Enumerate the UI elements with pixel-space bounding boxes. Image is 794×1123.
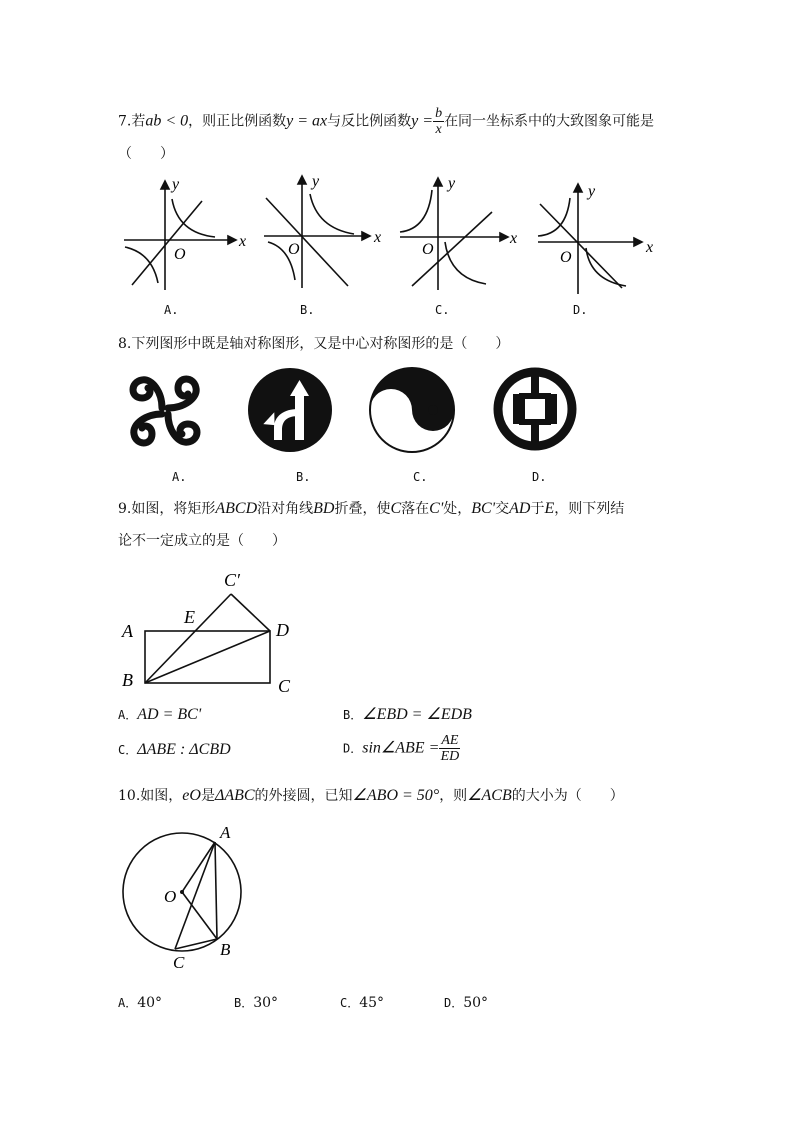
q7-option-a: A.	[164, 303, 179, 317]
q9-option-d: D．sin∠ABE = $\frac{AE}{ED}$	[343, 733, 460, 764]
q7-option-c: C.	[435, 303, 450, 317]
hyperbola-q1	[172, 199, 215, 237]
q10-stem: 10.如图，eO是ΔABC的外接圆，已知∠ABO = 50°，则∠ACB的大小为（ ）	[118, 787, 624, 804]
q9-figure	[118, 568, 308, 694]
svg-text:y: y	[588, 183, 596, 200]
side-ab	[215, 842, 217, 939]
q7-graph-c	[398, 174, 528, 294]
q8-option-d: D.	[532, 470, 547, 484]
hyperbola-q2	[400, 190, 432, 232]
q7-answer-paren: （ ）	[118, 146, 174, 162]
q9-option-c: C．ΔABE : ΔCBD	[118, 741, 231, 758]
hyperbola-q3	[125, 247, 158, 283]
hyperbola-q4	[586, 248, 626, 286]
svg-text:y: y	[312, 173, 320, 190]
q8-option-a: A.	[172, 470, 187, 484]
q8-figure-a-knot-icon	[122, 368, 208, 454]
svg-text:O: O	[288, 241, 300, 258]
q8-figure-c-yin-yang-icon	[368, 366, 456, 454]
svg-text:x: x	[374, 229, 382, 246]
y-arrow	[161, 181, 169, 189]
q7-option-d: D.	[573, 303, 588, 317]
linear-line	[132, 201, 202, 285]
origin-label: O	[174, 246, 186, 263]
q10-option-c: C．45°	[340, 995, 385, 1011]
y-label: y	[172, 176, 180, 193]
diagonal-bd	[145, 631, 270, 683]
svg-text:O: O	[560, 249, 572, 266]
linear-line	[266, 198, 348, 286]
q9-stem-line1: 9.如图，将矩形ABCD沿对角线BD折叠，使C落在C'处，BC'交AD于E，则下列结	[118, 500, 625, 517]
svg-text:y: y	[448, 175, 456, 192]
q8-stem: 8.下列图形中既是轴对称图形，又是中心对称图形的是（ ）	[118, 336, 510, 352]
x-label: x	[239, 233, 247, 250]
q7-graph-d	[536, 180, 666, 300]
q9-fraction: $\frac{AE}{ED}$	[440, 733, 460, 764]
side-ac	[175, 842, 215, 949]
label-d: D	[276, 620, 289, 640]
q10-option-d: D．50°	[444, 995, 489, 1011]
q8-option-c: C.	[413, 470, 428, 484]
label-e: E	[184, 607, 195, 627]
q8-figure-d-coin-icon	[492, 366, 578, 452]
q8-option-b: B.	[296, 470, 311, 484]
label-a: A	[220, 823, 231, 842]
q10-figure	[118, 820, 253, 980]
q7-option-b: B.	[300, 303, 315, 317]
q7-graph-a	[120, 175, 250, 295]
svg-text:x: x	[646, 239, 654, 256]
q9-option-a: A．AD = BC'	[118, 706, 202, 723]
svg-text:O: O	[422, 241, 434, 258]
label-c: C	[278, 676, 291, 694]
center-point	[180, 890, 184, 894]
q7-fraction: $\frac{b}{x}$	[435, 106, 443, 137]
q10-option-a: A．40°	[118, 995, 163, 1011]
q7-stem: 7.若ab < 0，则正比例函数y = ax与反比例函数y = $\frac{b}{x}$ 在同一坐标系中的大致图象可能是	[118, 106, 655, 137]
label-a: A	[122, 621, 133, 641]
label-c: C	[173, 953, 185, 972]
q9-option-b: B．∠EBD = ∠EDB	[343, 706, 472, 723]
hyperbola-q4	[445, 242, 486, 284]
hyperbola-q1	[310, 194, 354, 234]
label-b: B	[220, 940, 231, 959]
q8-figure-b-road-sign-icon	[246, 366, 334, 454]
segment-c-prime-d	[231, 594, 270, 631]
linear-line	[540, 204, 622, 288]
label-b: B	[122, 670, 133, 690]
x-arrow	[228, 236, 236, 244]
q10-option-b: B．30°	[234, 995, 279, 1011]
q7-graph-b	[262, 172, 392, 292]
label-o: O	[164, 887, 177, 906]
q9-stem-line2: 论不一定成立的是（ ）	[118, 533, 286, 549]
label-c-prime: C′	[224, 570, 240, 590]
svg-text:x: x	[510, 230, 518, 247]
